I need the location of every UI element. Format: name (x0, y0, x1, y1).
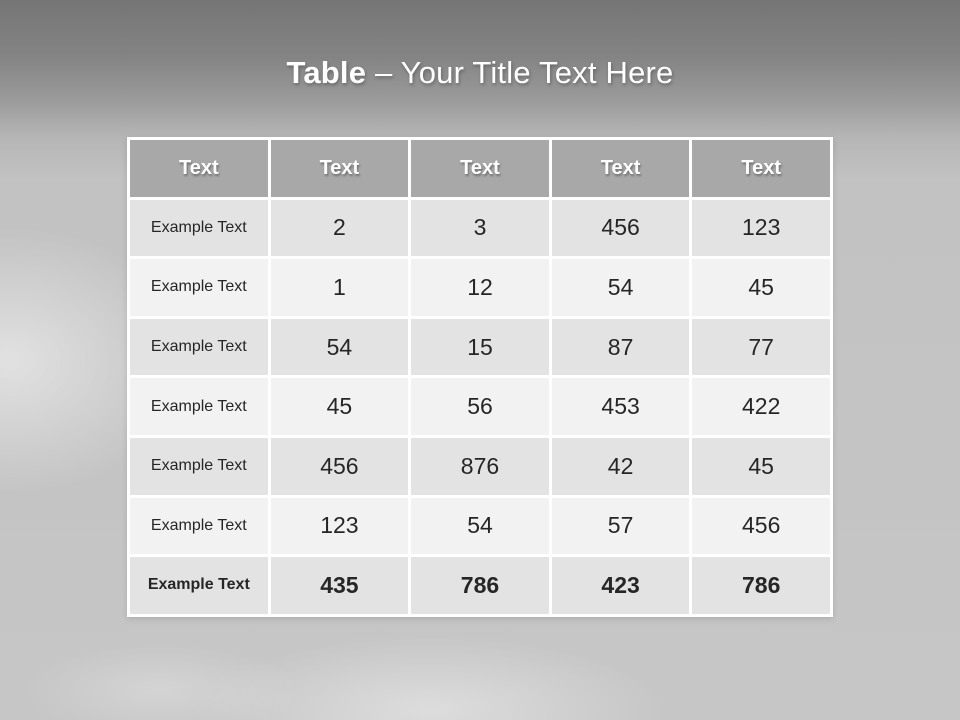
slide-title (0, 55, 960, 91)
value-cell: 456 (271, 438, 409, 495)
value-cell: 15 (411, 319, 549, 376)
value-cell: 45 (692, 438, 830, 495)
row-label-cell: Example Text (130, 200, 268, 257)
value-cell: 456 (552, 200, 690, 257)
row-label-cell: Example Text (130, 378, 268, 435)
value-cell: 45 (271, 378, 409, 435)
data-table (127, 137, 833, 617)
title-bold-part: Table (286, 55, 367, 90)
value-cell: 453 (552, 378, 690, 435)
value-cell: 54 (271, 319, 409, 376)
row-label-cell: Example Text (130, 498, 268, 555)
column-header: Text (271, 140, 409, 197)
row-label-cell: Example Text (130, 438, 268, 495)
value-cell: 422 (692, 378, 830, 435)
value-cell: 456 (692, 498, 830, 555)
value-cell: 87 (552, 319, 690, 376)
value-cell: 2 (271, 200, 409, 257)
column-header: Text (411, 140, 549, 197)
title-regular-part: Your Title Text Here (400, 55, 674, 90)
value-cell: 54 (411, 498, 549, 555)
value-cell: 876 (411, 438, 549, 495)
value-cell: 3 (411, 200, 549, 257)
value-cell: 57 (552, 498, 690, 555)
column-header: Text (552, 140, 690, 197)
value-cell: 12 (411, 259, 549, 316)
value-cell: 423 (552, 557, 690, 614)
title-dash: – (366, 55, 401, 90)
value-cell: 56 (411, 378, 549, 435)
column-header: Text (130, 140, 268, 197)
value-cell: 54 (552, 259, 690, 316)
value-cell: 1 (271, 259, 409, 316)
row-label-cell: Example Text (130, 259, 268, 316)
column-header: Text (692, 140, 830, 197)
value-cell: 786 (411, 557, 549, 614)
value-cell: 42 (552, 438, 690, 495)
value-cell: 77 (692, 319, 830, 376)
value-cell: 45 (692, 259, 830, 316)
value-cell: 123 (271, 498, 409, 555)
row-label-cell: Example Text (130, 557, 268, 614)
value-cell: 786 (692, 557, 830, 614)
value-cell: 123 (692, 200, 830, 257)
row-label-cell: Example Text (130, 319, 268, 376)
value-cell: 435 (271, 557, 409, 614)
